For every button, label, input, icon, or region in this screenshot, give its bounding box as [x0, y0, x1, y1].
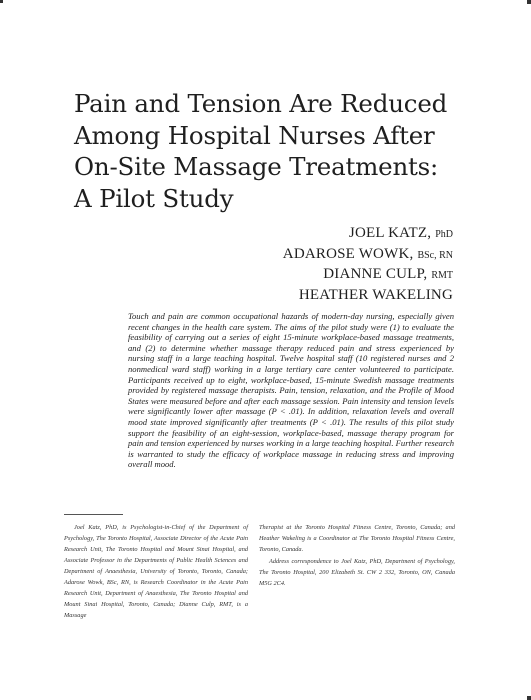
correspondence-footnote — [259, 522, 455, 590]
footnote-text: Therapist at the Toronto Hospital Fitness Centre, Toronto, Canada; and Heather Wakeling is a Coordinator at The Toronto Hospital Fitness Centre, Toronto, Canada. — [259, 524, 455, 553]
footnote-text: Joel Katz, PhD, is Psychologist-in-Chief of the Department of Psychology, The Toronto Hospital, Associate Director of the Acute Pain Research Unit, The Toronto Hospital and Mount Sinai Hospital, and Associate Professor in the Departments of Public Health Sciences and Department of Anaesthesia, University of Toronto, Toronto, Canada; Adarose Wowk, BSc, RN, is Research Coordinator in the Acute Pain Research Unit, Department of Anaesthesia, The Toronto Hospital and Mount Sinai Hospital, Toronto, Canada; Dianne Culp, RMT, is a Massage — [64, 524, 248, 619]
author-name: JOEL KATZ, — [348, 225, 432, 241]
correspondence-address: Address correspondence to Joel Katz, PhD, Department of Psychology, The Toronto Hospital, 200 Elizabeth St. CW 2 332, Toronto, ON, Canada M5G 2C4. — [259, 558, 455, 587]
author-list — [283, 224, 453, 305]
author-name: HEATHER WAKELING — [298, 286, 453, 303]
author-affiliations-footnote — [64, 522, 248, 621]
author-credentials: BSc, RN — [417, 249, 453, 261]
title-line: Among Hospital Nurses After — [74, 120, 435, 150]
author-name: DIANNE CULP, — [323, 266, 428, 282]
title-line: A Pilot Study — [74, 183, 234, 213]
author-credentials: RMT — [431, 270, 453, 281]
author — [283, 286, 453, 306]
footnote-divider — [64, 514, 123, 515]
author-name: ADAROSE WOWK, — [282, 245, 414, 262]
author-credentials: PhD — [435, 229, 453, 240]
scan-corner-mark — [527, 0, 531, 4]
title-line: On-Site Massage Treatments: — [74, 152, 439, 181]
paper-title — [74, 88, 494, 214]
author — [283, 265, 453, 286]
scan-corner-mark — [527, 696, 531, 700]
abstract: Touch and pain are common occupational hazards of modern-day nursing, especially given recent changes in the health care system. The aims of the pilot study were (1) to evaluate the feasibility of carrying out a series of eight 15-minute workplace-based massage treatments, and (2) to determine whether massage therapy reduced pain and stress experienced by nursing staff in a large teaching hospital. Twelve hospital staff (10 registered nurses and 2 nonmedical ward staff) working in a large tertiary care center volunteered to participate. Participants received up to eight, workplace-based, 15-minute Swedish massage treatments provided by registered massage therapists. Pain, tension, relaxation, and the Profile of Mood States were measured before and after each massage session. Pain intensity and tension levels were significantly lower after massage (P < .01). In addition, relaxation levels and overall mood state improved significantly after treatments (P < .01). The results of this pilot study support the feasibility of an eight-session, workplace-based, massage therapy program for pain and tension experienced by nurses working in a large teaching hospital. Further research is warranted to study the efficacy of workplace massage in reducing stress and improving overall mood. — [128, 311, 454, 470]
title-line: Pain and Tension Are Reduced — [74, 89, 448, 118]
scan-corner-mark — [0, 0, 3, 3]
author — [283, 224, 453, 245]
author — [283, 245, 453, 266]
